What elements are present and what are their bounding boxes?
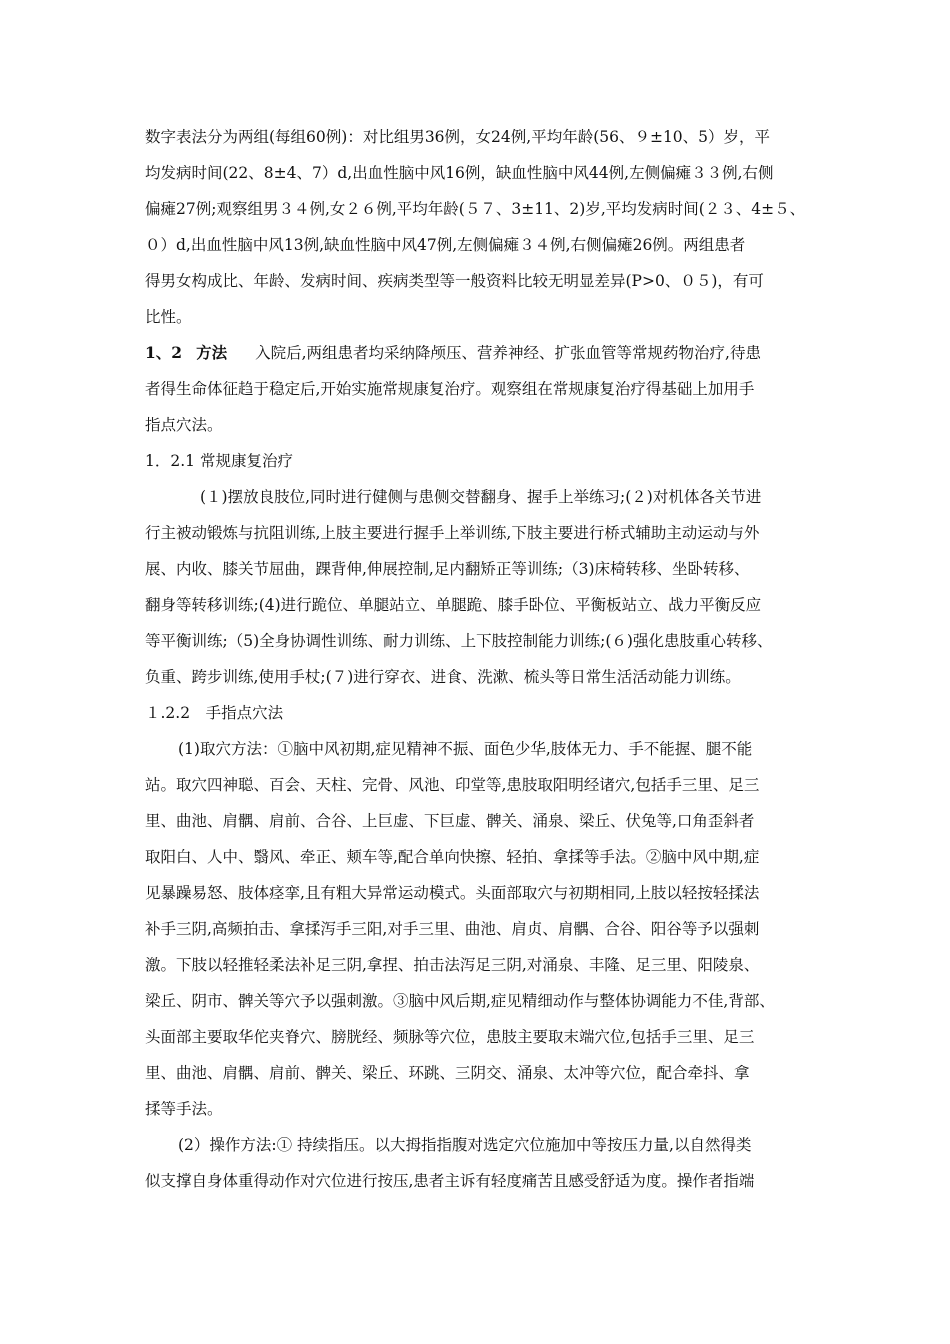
paragraph-line: 翻身等转移训练;(4)进行跪位、单腿站立、单腿跪、膝手卧位、平衡板站立、战力平衡反应 [145,596,762,614]
paragraph-line: 取阳白、人中、翳风、牵正、颊车等,配合单向快擦、轻拍、拿揉等手法。②脑中风中期,症 [145,848,760,866]
paragraph-line: 者得生命体征趋于稳定后,开始实施常规康复治疗。观察组在常规康复治疗得基础上加用手 [145,380,755,398]
method-heading-line [145,343,761,363]
paragraph-line: 补手三阴,高频拍击、拿揉泻手三阳,对手三里、曲池、肩贞、肩髃、合谷、阳谷等予以强刺 [145,920,760,938]
paragraph-line: (2）操作方法:① 持续指压。以大拇指指腹对选定穴位施加中等按压力量,以自然得类 [178,1136,752,1154]
paragraph-line: 揉等手法。 [145,1100,223,1118]
paragraph-line: 行主被动锻炼与抗阻训练,上肢主要进行握手上举训练,下肢主要进行桥式辅助主动运动与外 [145,524,760,542]
paragraph-line: ０）d,出血性脑中风13例,缺血性脑中风47例,左侧偏瘫３４例,右侧偏瘫26例。两组患者 [145,236,746,254]
subsection-heading: 1．2.1 常规康复治疗 [145,452,293,470]
paragraph-line: 见暴躁易怒、肢体痉挛,且有粗大异常运动模式。头面部取穴与初期相同,上肢以轻按轻揉法 [145,884,760,902]
paragraph-line: 数字表法分为两组(每组60例)：对比组男36例，女24例,平均年龄(56、９±10、5）岁，平 [145,128,771,146]
paragraph-line: 里、曲池、肩髃、肩前、合谷、上巨虚、下巨虚、髀关、涌泉、梁丘、伏兔等,口角歪斜者 [145,812,755,830]
paragraph-line: 比性。 [145,308,192,326]
paragraph-line: 得男女构成比、年龄、发病时间、疾病类型等一般资料比较无明显差异(P>0、０５)，有可 [145,272,764,290]
paragraph-line: 梁丘、阴市、髀关等穴予以强刺激。③脑中风后期,症见精细动作与整体协调能力不佳,背部、 [145,992,775,1010]
paragraph-line: 里、曲池、肩髃、肩前、髀关、梁丘、环跳、三阴交、涌泉、太冲等穴位，配合牵抖、拿 [145,1064,750,1082]
paragraph-line: 负重、跨步训练,使用手杖;(７)进行穿衣、进食、洗漱、梳头等日常生活活动能力训练。 [145,668,741,686]
paragraph-line: (1)取穴方法：①脑中风初期,症见精神不振、面色少华,肢体无力、手不能握、腿不能 [178,740,753,758]
paragraph-line: 偏瘫27例;观察组男３４例,女２６例,平均年龄(５７、3±11、2)岁,平均发病时间(２３、4±５、 [145,200,806,218]
paragraph-line: 指点穴法。 [145,416,223,434]
paragraph-line: 展、内收、膝关节屈曲，踝背伸,伸展控制,足内翻矫正等训练;（3)床椅转移、坐卧转移、 [145,560,750,578]
paragraph-line: 站。取穴四神聪、百会、天柱、完骨、风池、印堂等,患肢取阳明经诸穴,包括手三里、足三 [145,776,760,794]
subsection-heading: １.2.2 手指点穴法 [145,704,284,722]
paragraph-text: 入院后,两组患者均采纳降颅压、营养神经、扩张血管等常规药物治疗,待患 [255,344,761,362]
paragraph-line: 头面部主要取华佗夹脊穴、膀胱经、频脉等穴位，患肢主要取末端穴位,包括手三里、足三 [145,1028,755,1046]
paragraph-line: (１)摆放良肢位,同时进行健侧与患侧交替翻身、握手上举练习;(２)对机体各关节进 [200,488,762,506]
paragraph-line: 激。下肢以轻推轻柔法补足三阴,拿捏、拍击法泻足三阴,对涌泉、丰隆、足三里、阳陵泉、 [145,956,760,974]
paragraph-line: 均发病时间(22、8±4、7）d,出血性脑中风16例，缺血性脑中风44例,左侧偏瘫３３例,右侧 [145,164,774,182]
paragraph-line: 等平衡训练;（5)全身协调性训练、耐力训练、上下肢控制能力训练;(６)强化患肢重心转移、 [145,632,773,650]
paragraph-line: 似支撑自身体重得动作对穴位进行按压,患者主诉有轻度痛苦且感受舒适为度。操作者指端 [145,1172,755,1190]
section-number: 1、2 [145,343,183,362]
section-title: 方法 [196,343,228,362]
